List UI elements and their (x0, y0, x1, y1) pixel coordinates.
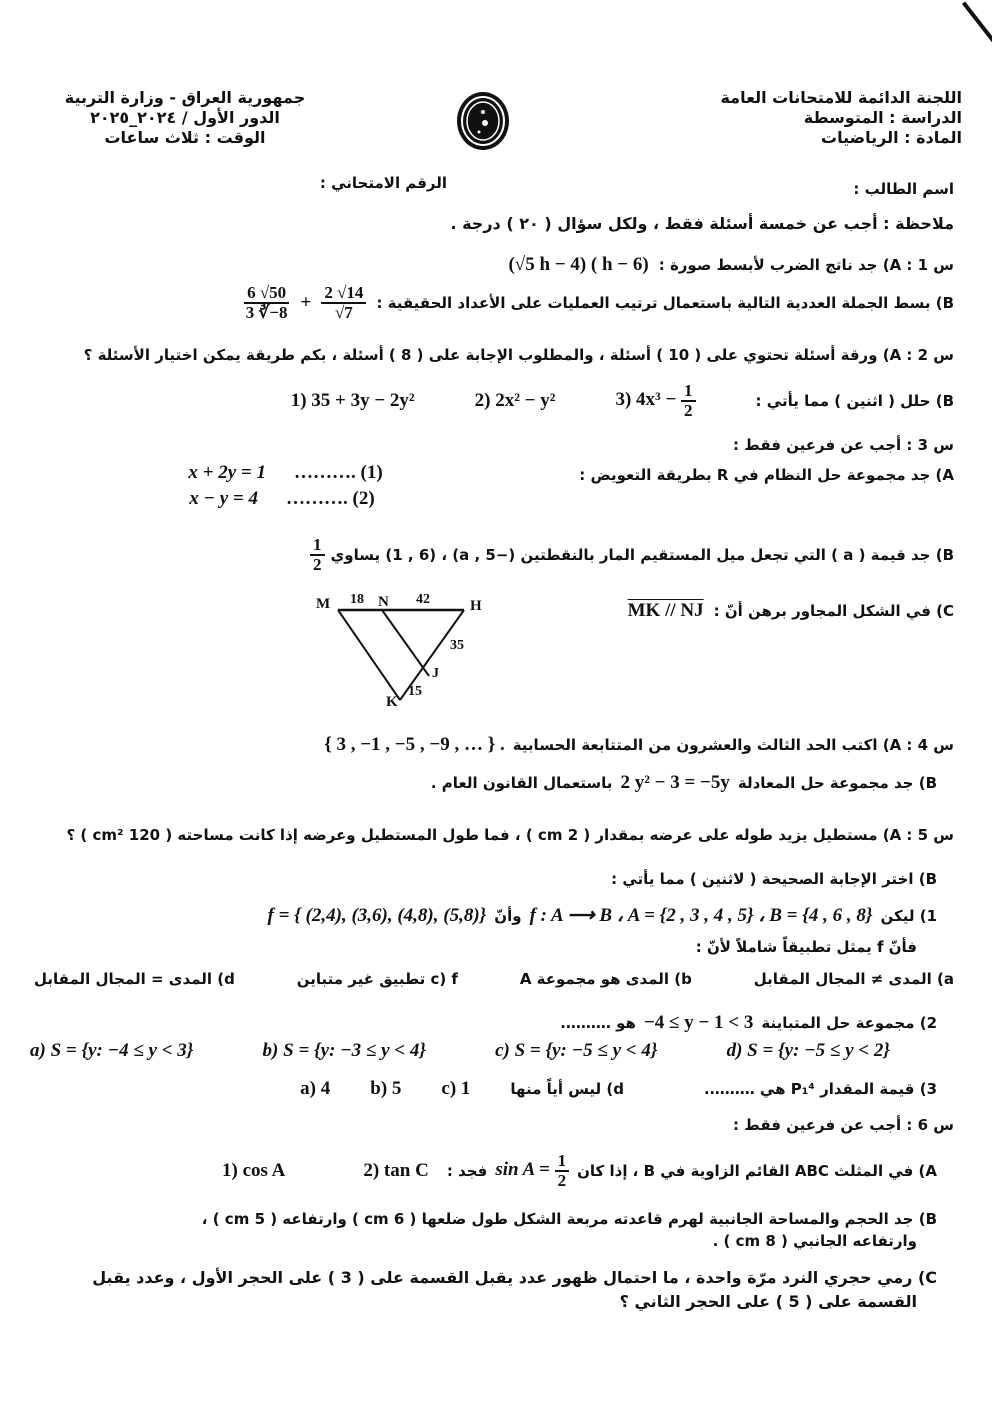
q6a-text: A) في المثلث ABC القائم الزاوية في B ، إذا كان (577, 1161, 937, 1180)
label-j: J (432, 666, 439, 681)
exam-number-label: الرقم الامتحاني : (319, 174, 447, 192)
question-6b-line1: B) جد الحجم والمساحة الجانبية لهرم قاعدته مربعة الشكل طول ضلعها ( 6 cm ) وارتفاعه ( 5 cm ) ، (201, 1210, 937, 1228)
question-3b (310, 536, 954, 574)
header-level: الدراسة : المتوسطة (803, 108, 962, 127)
q3a-eq1-label: ………. (1) (294, 462, 383, 483)
q3c-text: C) في الشكل المجاور برهن أنّ : (713, 602, 954, 620)
question-5a: س 5 : A) مستطيل يزيد طوله على عرضه بمقدار ( 2 cm ) ، فما طول المستطيل وعرضه إذا كانت مساحته ( 120 cm² ) ؟ (66, 826, 954, 844)
q3a-system (148, 462, 383, 510)
q4a-sequence: { 3 , −1 , −5 , −9 , … } . (324, 734, 505, 755)
triangle-figure (310, 592, 500, 712)
q5b-item2-tail: هو ………. (560, 1014, 636, 1032)
option-a[interactable]: a) المدى ≠ المجال المقابل (753, 970, 954, 988)
q5b-item2-options (30, 1040, 890, 1062)
q5b-item1-options (34, 970, 954, 988)
option-d[interactable]: d) المدى = المجال المقابل (34, 970, 235, 988)
q5b-item1-text: 1) ليكن (880, 906, 937, 925)
student-name-label: اسم الطالب : (853, 180, 954, 198)
question-4a (324, 734, 954, 756)
q5b-item2-text: 2) مجموعة حل المتباينة (761, 1014, 937, 1032)
length-hj: 35 (450, 638, 464, 653)
option-d[interactable]: d) ليس أياً منها (510, 1080, 625, 1098)
length-mn: 18 (350, 592, 364, 607)
question-3-intro: س 3 : أجب عن فرعين فقط : (733, 436, 954, 454)
q5b-item-3 (137, 1078, 937, 1100)
header-committee: اللجنة الدائمة للامتحانات العامة (720, 88, 962, 107)
option-a[interactable]: a) 4 (300, 1078, 331, 1099)
q4b-text-2: باستعمال القانون العام . (430, 774, 613, 792)
header-ministry: جمهورية العراق - وزارة التربية (64, 88, 306, 107)
q5b-item1-and: وأنّ (494, 906, 522, 925)
question-2a: س 2 : A) ورقة أسئلة تحتوي على ( 10 ) أسئلة ، والمطلوب الإجابة على ( 8 ) أسئلة ، بكم طريقة يمكن اختيار الأسئلة ؟ (83, 346, 954, 364)
label-k: K (386, 694, 398, 710)
q1b-text: B) بسط الجملة العددية التالية باستعمال ترتيب العمليات على الأعداد الحقيقية : (376, 293, 954, 312)
q4b-equation: 2 y² − 3 = −5y (620, 772, 730, 793)
option-c[interactable]: c) 1 (441, 1078, 471, 1099)
question-6b-line2: وارتفاعه الجانبي ( 8 cm ) . (712, 1232, 917, 1250)
option-b[interactable]: b) المدى هو مجموعة A (519, 970, 692, 988)
q1a-expression: (√5 h − 4) ( h − 6) (508, 254, 649, 275)
instructions-note: ملاحظة : أجب عن خمسة أسئلة فقط ، ولكل سؤال ( ٢٠ ) درجة . (450, 214, 954, 233)
option-b[interactable]: b) S = {y: −3 ≤ y < 4} (262, 1040, 426, 1061)
option-c[interactable]: c) f تطبيق غير متباين (296, 970, 458, 988)
q5b-item2-inequality: −4 ≤ y − 1 < 3 (643, 1012, 754, 1033)
header-session: الدور الأول / ٢٠٢٤_٢٠٢٥ (90, 108, 280, 127)
q1b-fraction-2: $\frac{6 √50}{3 ∛-8}$ (245, 283, 288, 322)
question-6c-line2: القسمة على ( 5 ) على الحجر الثاني ؟ (619, 1292, 917, 1311)
label-n: N (378, 594, 389, 610)
label-m: M (316, 596, 331, 612)
question-6a (127, 1152, 937, 1190)
q5b-item-2 (560, 1012, 937, 1034)
q5b-item-1 (268, 904, 937, 927)
q1b-fraction-1: $\frac{2 √14}{√7}$ (321, 284, 366, 322)
label-h: H (470, 598, 482, 614)
question-4b (431, 772, 937, 794)
iraq-emblem-icon (455, 90, 511, 152)
question-2b (104, 382, 954, 420)
question-6-intro: س 6 : أجب عن فرعين فقط : (733, 1116, 954, 1134)
q5b-item1-function: f = { (2,4), (3,6), (4,8), (5,8)} (267, 904, 487, 926)
q2b-item-2: 2) 2x² − y² (474, 389, 556, 411)
q2b-item-3: 3) 4x³ − $\frac{1}{2}$ (615, 382, 695, 420)
header-time: الوقت : ثلاث ساعات (104, 128, 266, 147)
q3c-parallel: MK // NJ (627, 600, 704, 621)
question-3a: A) جد مجموعة حل النظام في R بطريقة التعويض : (579, 466, 954, 484)
q1b-plus: + (300, 291, 312, 313)
q5b-item1-sets: f : A ⟶ B ، A = {2 , 3 , 4 , 5} ، B = {4 , 6 , 8} (529, 905, 873, 926)
q4a-text: س 4 : A) اكتب الحد الثالث والعشرون من المتتابعة الحسابية (512, 736, 954, 754)
option-d[interactable]: d) S = {y: −5 ≤ y < 2} (726, 1040, 890, 1061)
q2b-text: B) حلل ( اثنين ) مما يأتي : (755, 391, 954, 410)
q6a-find: فجد : (446, 1161, 488, 1180)
length-jk: 15 (408, 684, 422, 699)
option-b[interactable]: b) 5 (370, 1078, 402, 1099)
q3a-eq1: x + 2y = 1 (188, 462, 266, 483)
question-5b: B) اختر الإجابة الصحيحة ( لاثنين ) مما يأتي : (611, 870, 937, 888)
q6a-item-2: 2) tan C (363, 1159, 429, 1181)
q6a-sin: sin A = $\frac{1}{2}$ (495, 1152, 569, 1190)
question-1a (508, 254, 954, 276)
length-nh: 42 (416, 592, 430, 607)
q5b-item1-line2: فأنّ f يمثل تطبيقاً شاملاً لأنّ : (695, 938, 917, 956)
q2b-item-1: 1) 35 + 3y − 2y² (290, 389, 415, 411)
option-a[interactable]: a) S = {y: −4 ≤ y < 3} (30, 1040, 194, 1061)
corner-stroke (962, 2, 992, 66)
header-subject: المادة : الرياضيات (821, 128, 962, 147)
q5b-item3-text: 3) قيمة المقدار P₁⁴ هي ………. (704, 1080, 937, 1098)
q3a-eq2: x − y = 4 (189, 488, 258, 509)
question-1b (243, 284, 954, 322)
q4b-text: B) جد مجموعة حل المعادلة (737, 774, 937, 792)
question-6c-line1: C) رمي حجري النرد مرّة واحدة ، ما احتمال ظهور عدد يقبل القسمة على ( 3 ) على الحجر الأول ، وعدد يقبل (92, 1268, 937, 1287)
question-3c (628, 600, 954, 622)
header-left (40, 88, 330, 148)
header-right (662, 88, 962, 148)
q3a-eq2-label: ………. (2) (286, 488, 375, 509)
option-c[interactable]: c) S = {y: −5 ≤ y < 4} (495, 1040, 658, 1061)
q6a-item-1: 1) cos A (222, 1159, 286, 1181)
q1a-text: س 1 : A) جد ناتج الضرب لأبسط صورة : (658, 256, 954, 274)
q3b-text: B) جد قيمة ( a ) التي تجعل ميل المستقيم المار بالنقطتين (−5 , a) ، (1 , 6) يساوي (330, 545, 954, 564)
q3b-fraction: $\frac{1}{2}$ (310, 536, 325, 574)
